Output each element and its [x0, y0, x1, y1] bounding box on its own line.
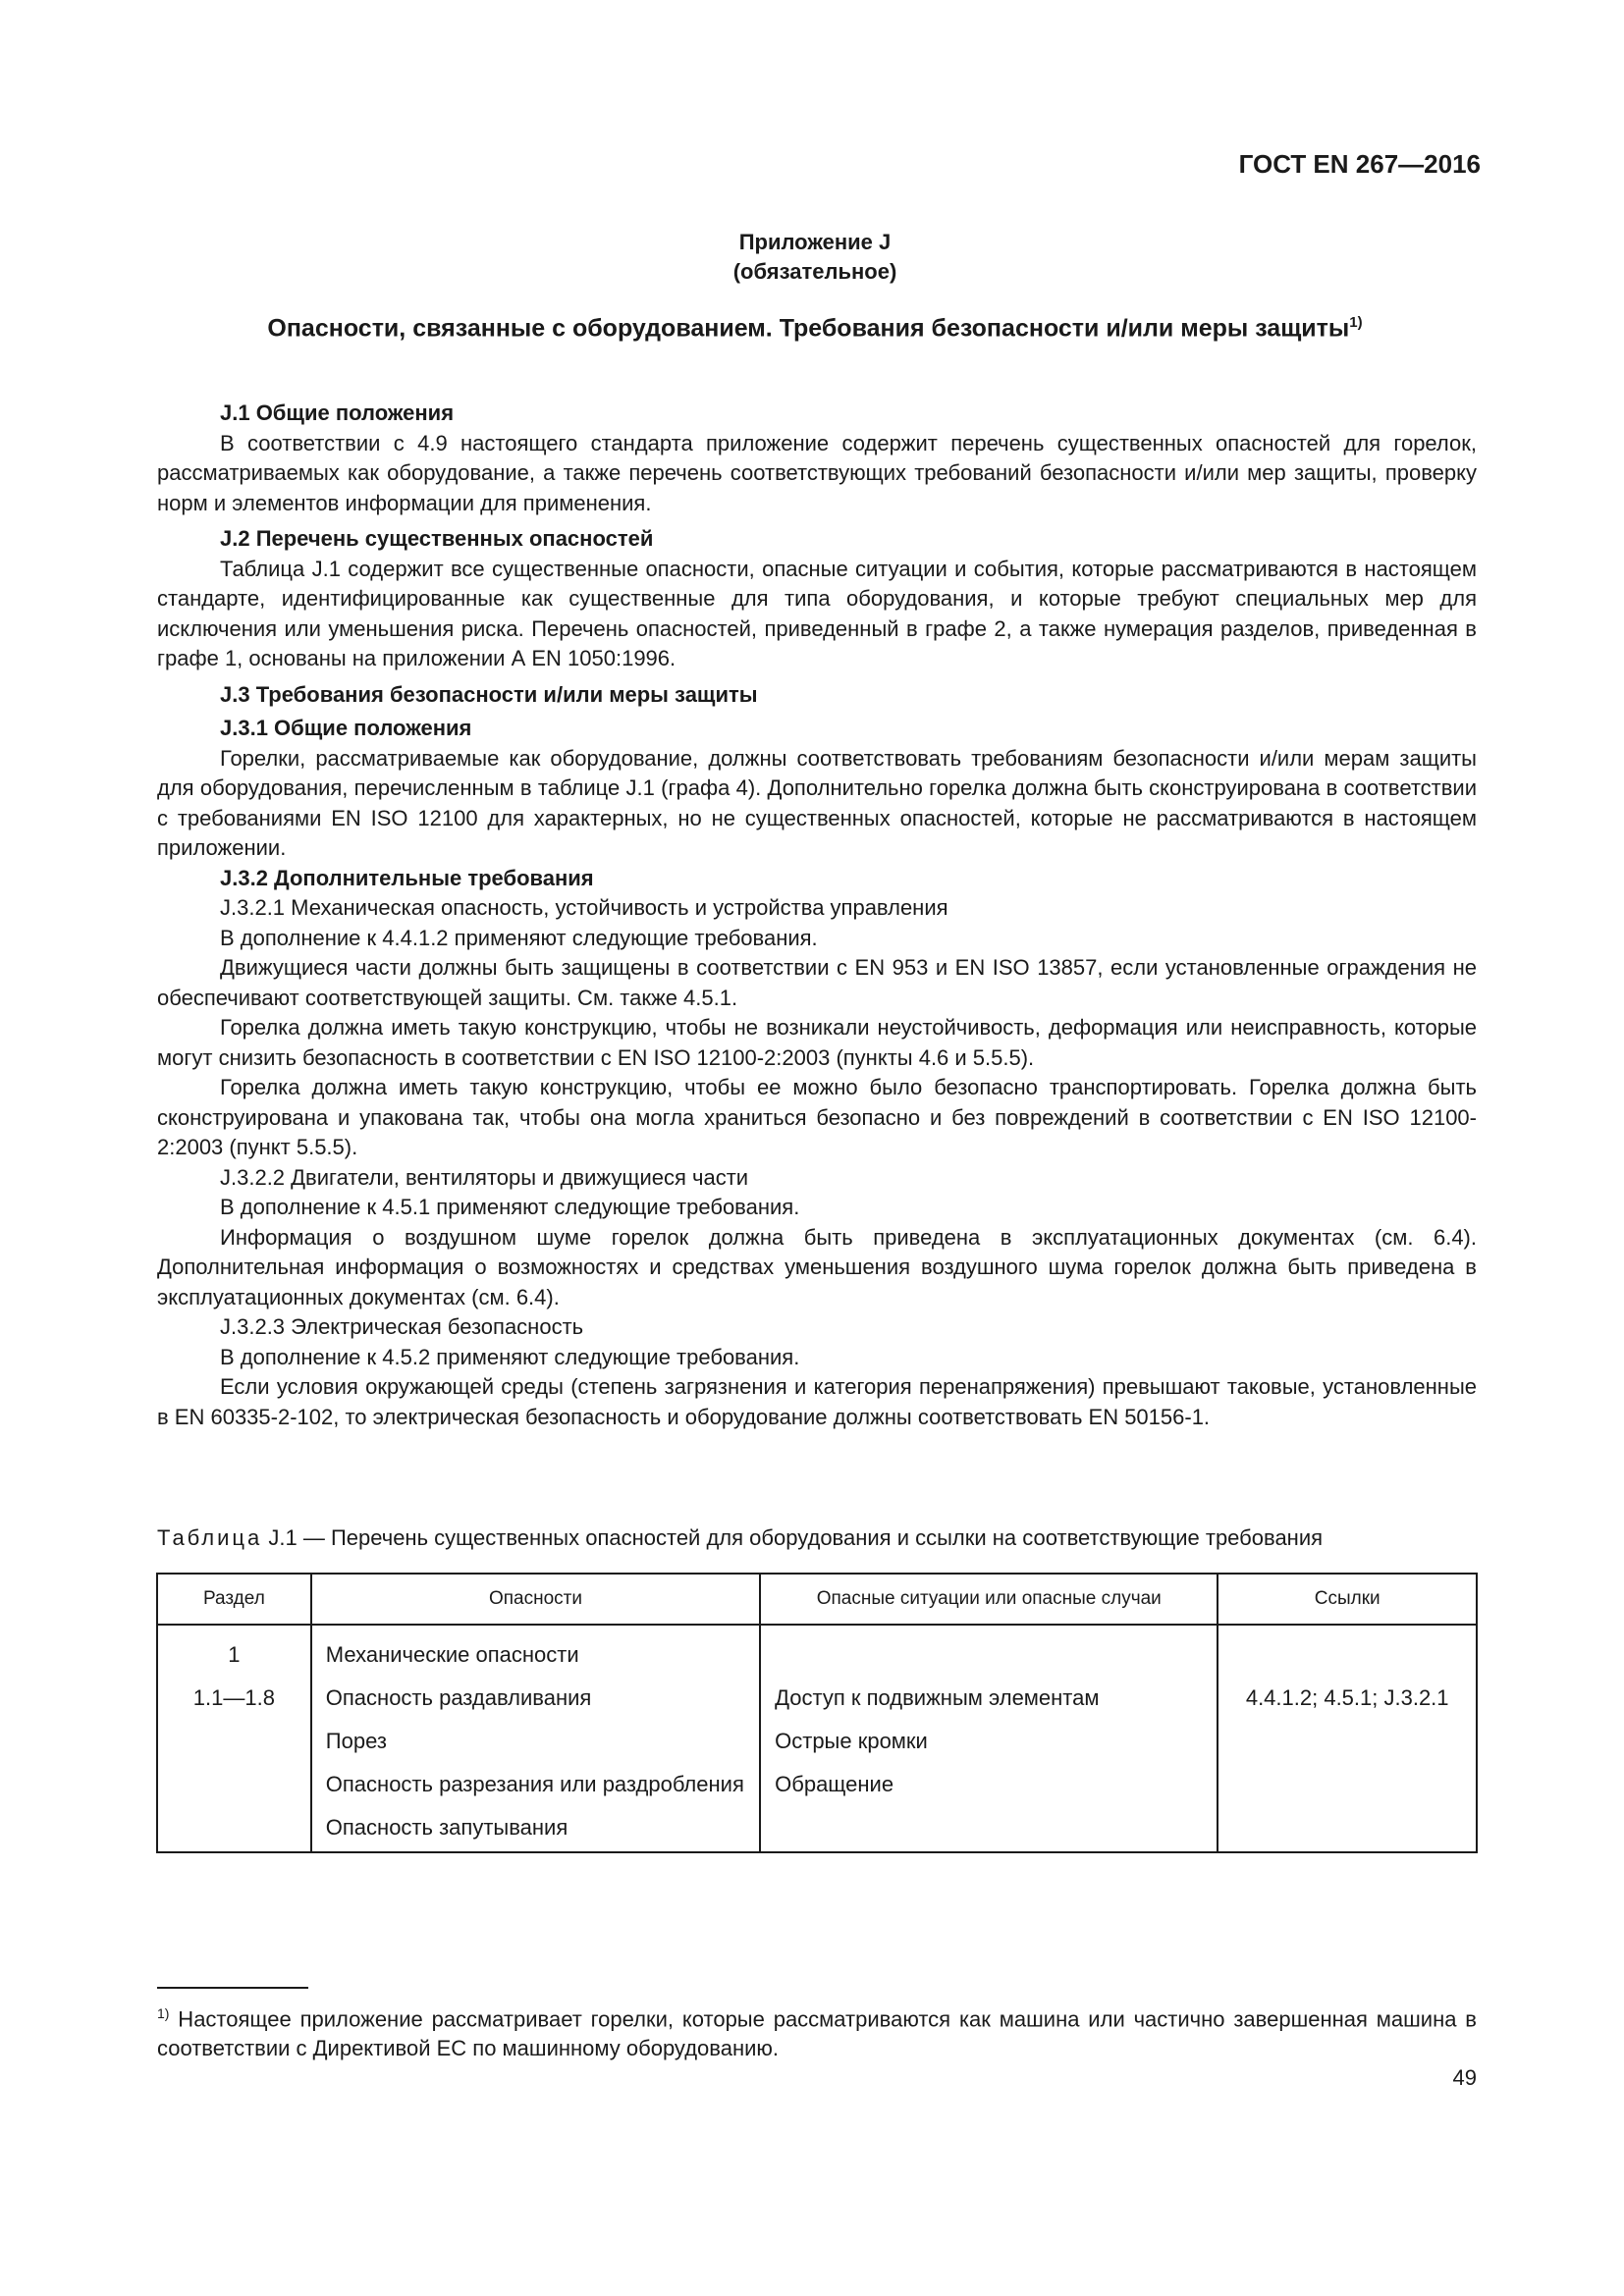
table-cell [1218, 1625, 1477, 1669]
table-cell: 4.4.1.2; 4.5.1; J.3.2.1 [1218, 1669, 1477, 1712]
table-cell: Обращение [760, 1755, 1218, 1798]
table-header-row [157, 1574, 1477, 1625]
table-cell: Порез [311, 1712, 760, 1755]
column-header-section: Раздел [157, 1574, 311, 1625]
paragraph-j31: Горелки, рассматриваемые как оборудование, должны соответствовать требованиям безопасности и/или мерам защиты для оборудования, перечисленным в таблице J.1 (графа 4). Дополнительно горелка должна быть сконструирована в соответствии с требованиями EN ISO 12100 для характерных, но не существенных опасностей, которые не рассматриваются в настоящем приложении. [157, 745, 1477, 860]
table-caption-text: J.1 — Перечень существенных опасностей для оборудования и ссылки на соответствующие требования [262, 1525, 1324, 1550]
table-cell: Механические опасности [311, 1625, 760, 1669]
table-row [157, 1712, 1477, 1755]
table-cell [1218, 1798, 1477, 1852]
footnote-separator [157, 1987, 308, 1989]
section-heading-j2: J.2 Перечень существенных опасностей [220, 526, 654, 551]
column-header-situations: Опасные ситуации или опасные случаи [760, 1574, 1218, 1625]
table-cell [1218, 1755, 1477, 1798]
annex-name: Приложение J [738, 230, 892, 254]
paragraph-j323-2: Если условия окружающей среды (степень загрязнения и категория перенапряжения) превышают таковые, установленные в EN 60335-2-102, то электрическая безопасность и оборудование должны соответствовать EN 50156-1. [157, 1374, 1477, 1429]
table-row [157, 1625, 1477, 1669]
table-cell: 1 [157, 1625, 311, 1669]
section-heading-j3: J.3 Требования безопасности и/или меры защиты [220, 681, 758, 707]
table-caption [157, 1525, 1477, 1551]
paragraph-j323-1: В дополнение к 4.5.2 применяют следующие требования. [220, 1344, 800, 1369]
document-body [157, 393, 1477, 1432]
paragraph-j321-1: В дополнение к 4.4.1.2 применяют следующие требования. [220, 925, 818, 950]
subsection-title-j321: J.3.2.1 Механическая опасность, устойчивость и устройства управления [220, 895, 948, 920]
section-heading-j31: J.3.1 Общие положения [220, 716, 472, 740]
table-cell [157, 1755, 311, 1798]
table-cell: Доступ к подвижным элементам [760, 1669, 1218, 1712]
table-row [157, 1798, 1477, 1852]
paragraph-j322-2: Информация о воздушном шуме горелок должна быть приведена в эксплуатационных документах (см. 6.4). Дополнительная информация о возможностях и средствах уменьшения воздушного шума горелок должна быть приведена в эксплуатационных документах (см. 6.4). [157, 1224, 1477, 1309]
table-cell [1218, 1712, 1477, 1755]
document-header: ГОСТ EN 267—2016 [1238, 149, 1481, 179]
footnote-mark: 1) [157, 2005, 170, 2021]
column-header-references: Ссылки [1218, 1574, 1477, 1625]
table-cell: Опасность разрезания или раздробления [311, 1755, 760, 1798]
paragraph-j321-3: Горелка должна иметь такую конструкцию, чтобы не возникали неустойчивость, деформация или неисправность, которые могут снизить безопасность в соответствии с EN ISO 12100-2:2003 (пункты 4.6 и 5.5.5). [157, 1015, 1477, 1070]
table-row [157, 1755, 1477, 1798]
page-number: 49 [1452, 2065, 1477, 2090]
section-heading-j32: J.3.2 Дополнительные требования [220, 865, 594, 890]
column-header-hazards: Опасности [311, 1574, 760, 1625]
subsection-title-j322: J.3.2.2 Двигатели, вентиляторы и движущиеся части [220, 1164, 749, 1190]
annex-title-text: Опасности, связанные с оборудованием. Требования безопасности и/или меры защиты [267, 314, 1350, 343]
table-cell [157, 1712, 311, 1755]
section-heading-j1: J.1 Общие положения [220, 400, 455, 425]
table-cell: Опасность запутывания [311, 1798, 760, 1852]
annex-title [157, 314, 1473, 343]
annex-title-footnote-mark: 1) [1349, 314, 1363, 331]
footnote [157, 1999, 1477, 2063]
paragraph-j321-2: Движущиеся части должны быть защищены в соответствии с EN 953 и EN ISO 13857, если установленные ограждения не обеспечивают соответствующей защиты. См. также 4.5.1. [157, 955, 1477, 1010]
paragraph-j2: Таблица J.1 содержит все существенные опасности, опасные ситуации и события, которые рассматриваются в настоящем стандарте, идентифицированные как существенные для типа оборудования, и которые требуют специальных мер для исключения или уменьшения риска. Перечень опасностей, приведенный в графе 2, а также нумерация разделов, приведенная в графе 1, основаны на приложении А EN 1050:1996. [157, 556, 1477, 670]
paragraph-j1: В соответствии с 4.9 настоящего стандарта приложение содержит перечень существенных опасностей для горелок, рассматриваемых как оборудование, а также перечень соответствующих требований безопасности и/или мер защиты, проверку норм и элементов информации для применения. [157, 430, 1477, 515]
paragraph-j322-1: В дополнение к 4.5.1 применяют следующие требования. [220, 1195, 800, 1219]
table-caption-label: Таблица [157, 1525, 263, 1550]
table-cell: Опасность раздавливания [311, 1669, 760, 1712]
hazards-table [156, 1573, 1478, 1853]
footnote-text: Настоящее приложение рассматривает горелки, которые рассматриваются как машина или частично завершенная машина в соответствии с Директивой ЕС по машинному оборудованию. [157, 2006, 1477, 2061]
paragraph-j321-4: Горелка должна иметь такую конструкцию, чтобы ее можно было безопасно транспортировать. Горелка должна быть сконструирована и упакована так, чтобы она могла храниться безопасно и без повреждений в соответствии с EN ISO 12100-2:2003 (пункт 5.5.5). [157, 1075, 1477, 1159]
subsection-title-j323: J.3.2.3 Электрическая безопасность [220, 1314, 584, 1339]
table-cell [157, 1798, 311, 1852]
annex-label [157, 228, 1473, 287]
table-cell [760, 1625, 1218, 1669]
table-cell: 1.1—1.8 [157, 1669, 311, 1712]
annex-status: (обязательное) [732, 259, 897, 284]
table-row [157, 1669, 1477, 1712]
table-cell: Острые кромки [760, 1712, 1218, 1755]
table-cell [760, 1798, 1218, 1852]
